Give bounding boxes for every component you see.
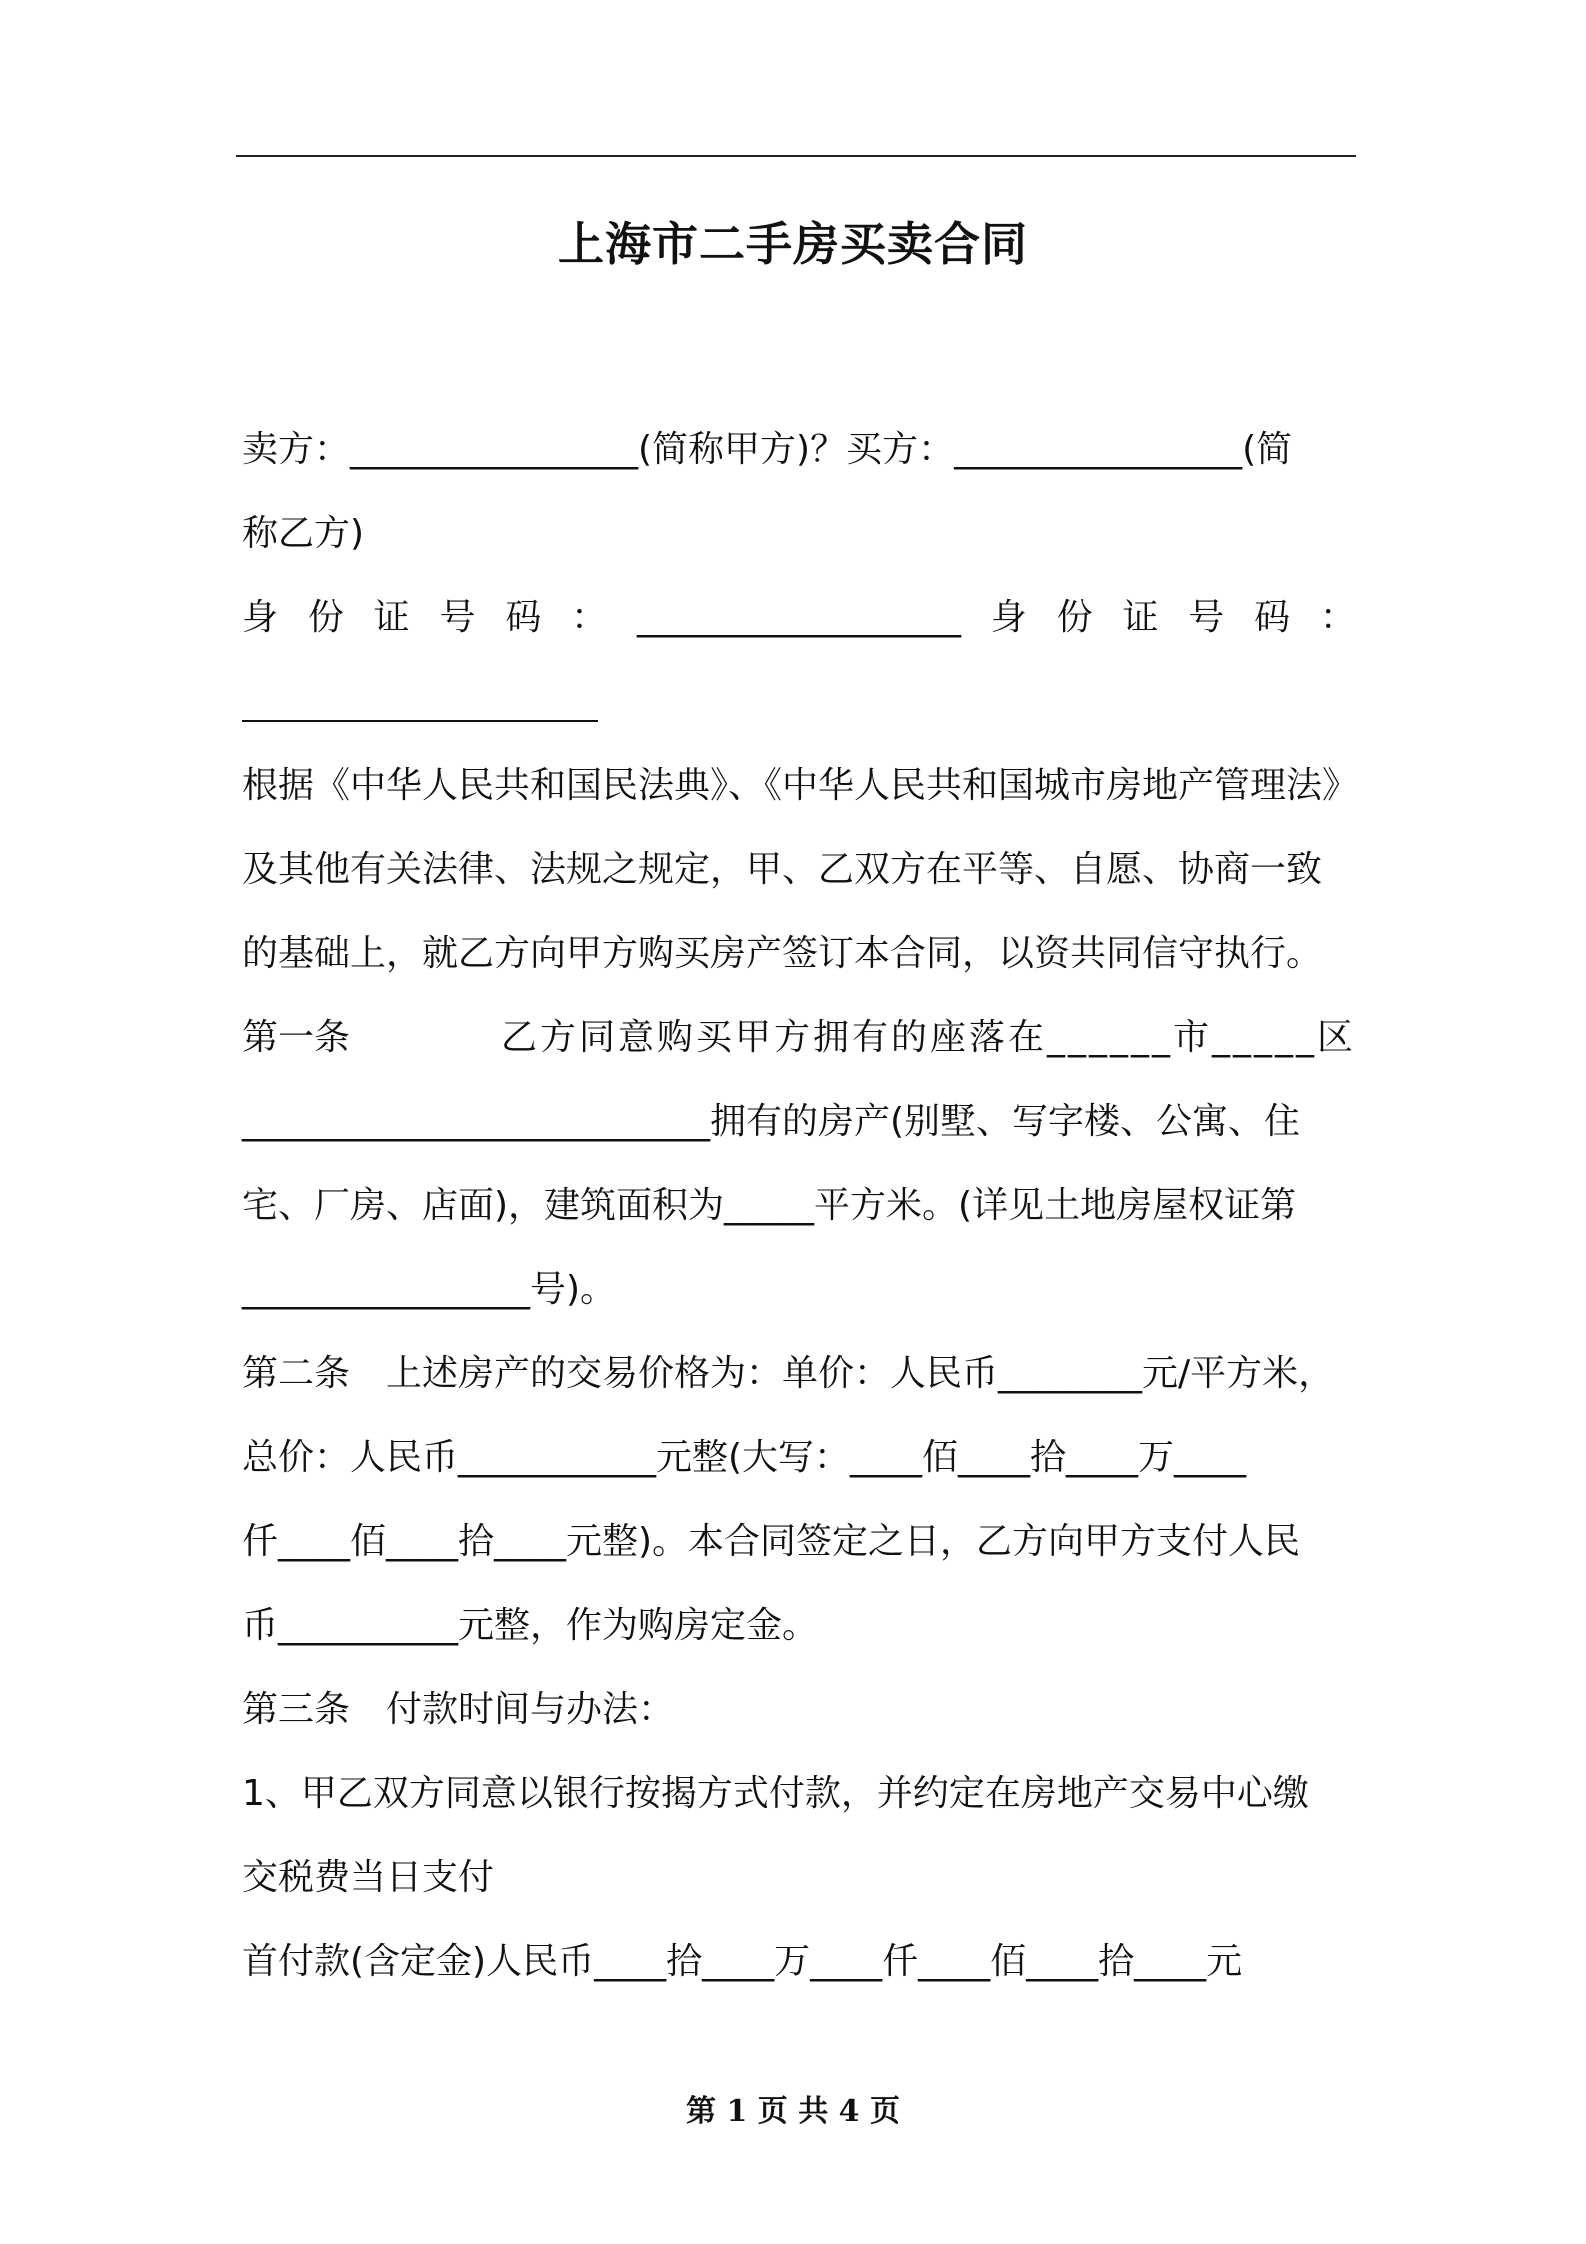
article-2-line-4: 币__________元整，作为购房定金。 <box>242 1605 819 1646</box>
id-char: 证 <box>373 597 410 638</box>
down-payment-line: 首付款(含定金)人民币____拾____万____仟____佰____拾____元 <box>242 1941 1243 1982</box>
article-2-line-1: 第二条 上述房产的交易价格为：单价：人民币________元/平方米， <box>242 1353 1335 1394</box>
article-1-heading: 第一条 <box>242 1017 351 1058</box>
article-1-text: 乙方同意购买甲方拥有的座落在______市_____区 <box>500 1017 1356 1058</box>
article-1-line-4: ________________号)。 <box>242 1269 617 1310</box>
id-char: 证 <box>1122 597 1159 638</box>
id-char: 份 <box>307 597 344 638</box>
id-char: 身 <box>990 597 1027 638</box>
buyer-abbrev-line: 称乙方) <box>242 513 365 554</box>
id-char: 号 <box>439 597 476 638</box>
id-char: 号 <box>1188 597 1225 638</box>
article-3-heading: 第三条 付款时间与办法： <box>242 1689 675 1730</box>
id-number-line <box>242 576 1356 660</box>
buyer-id-blank <box>242 660 1356 744</box>
blank-underline <box>242 720 598 722</box>
page-footer <box>0 2092 1586 2132</box>
preamble-line-1: 根据《中华人民共和国民法典》、《中华人民共和国城市房地产管理法》 <box>242 765 1359 806</box>
article-1-line <box>242 996 1356 1080</box>
footer-page-number: 1 <box>726 2094 748 2129</box>
article-3-item-1: 1、甲乙双方同意以银行按揭方式付款，并约定在房地产交易中心缴 <box>242 1773 1309 1814</box>
id-char: 身 <box>242 597 279 638</box>
article-2-line-3: 仟____佰____拾____元整)。本合同签定之日，乙方向甲方支付人民 <box>242 1521 1301 1562</box>
id-char: 码 <box>505 597 542 638</box>
footer-total-pages: 4 <box>838 2094 860 2129</box>
seller-buyer-line: 卖方：________________(简称甲方)？买方：________________(简 <box>242 429 1293 470</box>
document-title: 上海市二手房买卖合同 <box>558 217 1028 271</box>
contract-body <box>242 408 1359 2004</box>
footer-prefix: 第 <box>685 2094 716 2129</box>
id-char: ： <box>571 597 608 638</box>
id-char: ： <box>1319 597 1356 638</box>
preamble-line-3: 的基础上，就乙方向甲方购买房产签订本合同，以资共同信守执行。 <box>242 933 1323 974</box>
seller-id-blank: __________________ <box>636 597 961 638</box>
footer-suffix: 页 <box>870 2094 900 2129</box>
id-char: 码 <box>1254 597 1291 638</box>
id-char: 份 <box>1056 597 1093 638</box>
footer-middle: 页 共 <box>757 2094 829 2129</box>
article-2-line-2: 总价：人民币___________元整(大写：____佰____拾____万____ <box>242 1437 1247 1478</box>
article-1-line-3: 宅、厂房、店面)，建筑面积为_____平方米。(详见土地房屋权证第 <box>242 1185 1297 1226</box>
header-rule <box>236 155 1356 157</box>
article-3-item-1-cont: 交税费当日支付 <box>242 1857 495 1898</box>
preamble-line-2: 及其他有关法律、法规之规定，甲、乙双方在平等、自愿、协商一致 <box>242 849 1323 890</box>
article-1-line-2: __________________________拥有的房产(别墅、写字楼、公寓、住 <box>242 1101 1301 1142</box>
